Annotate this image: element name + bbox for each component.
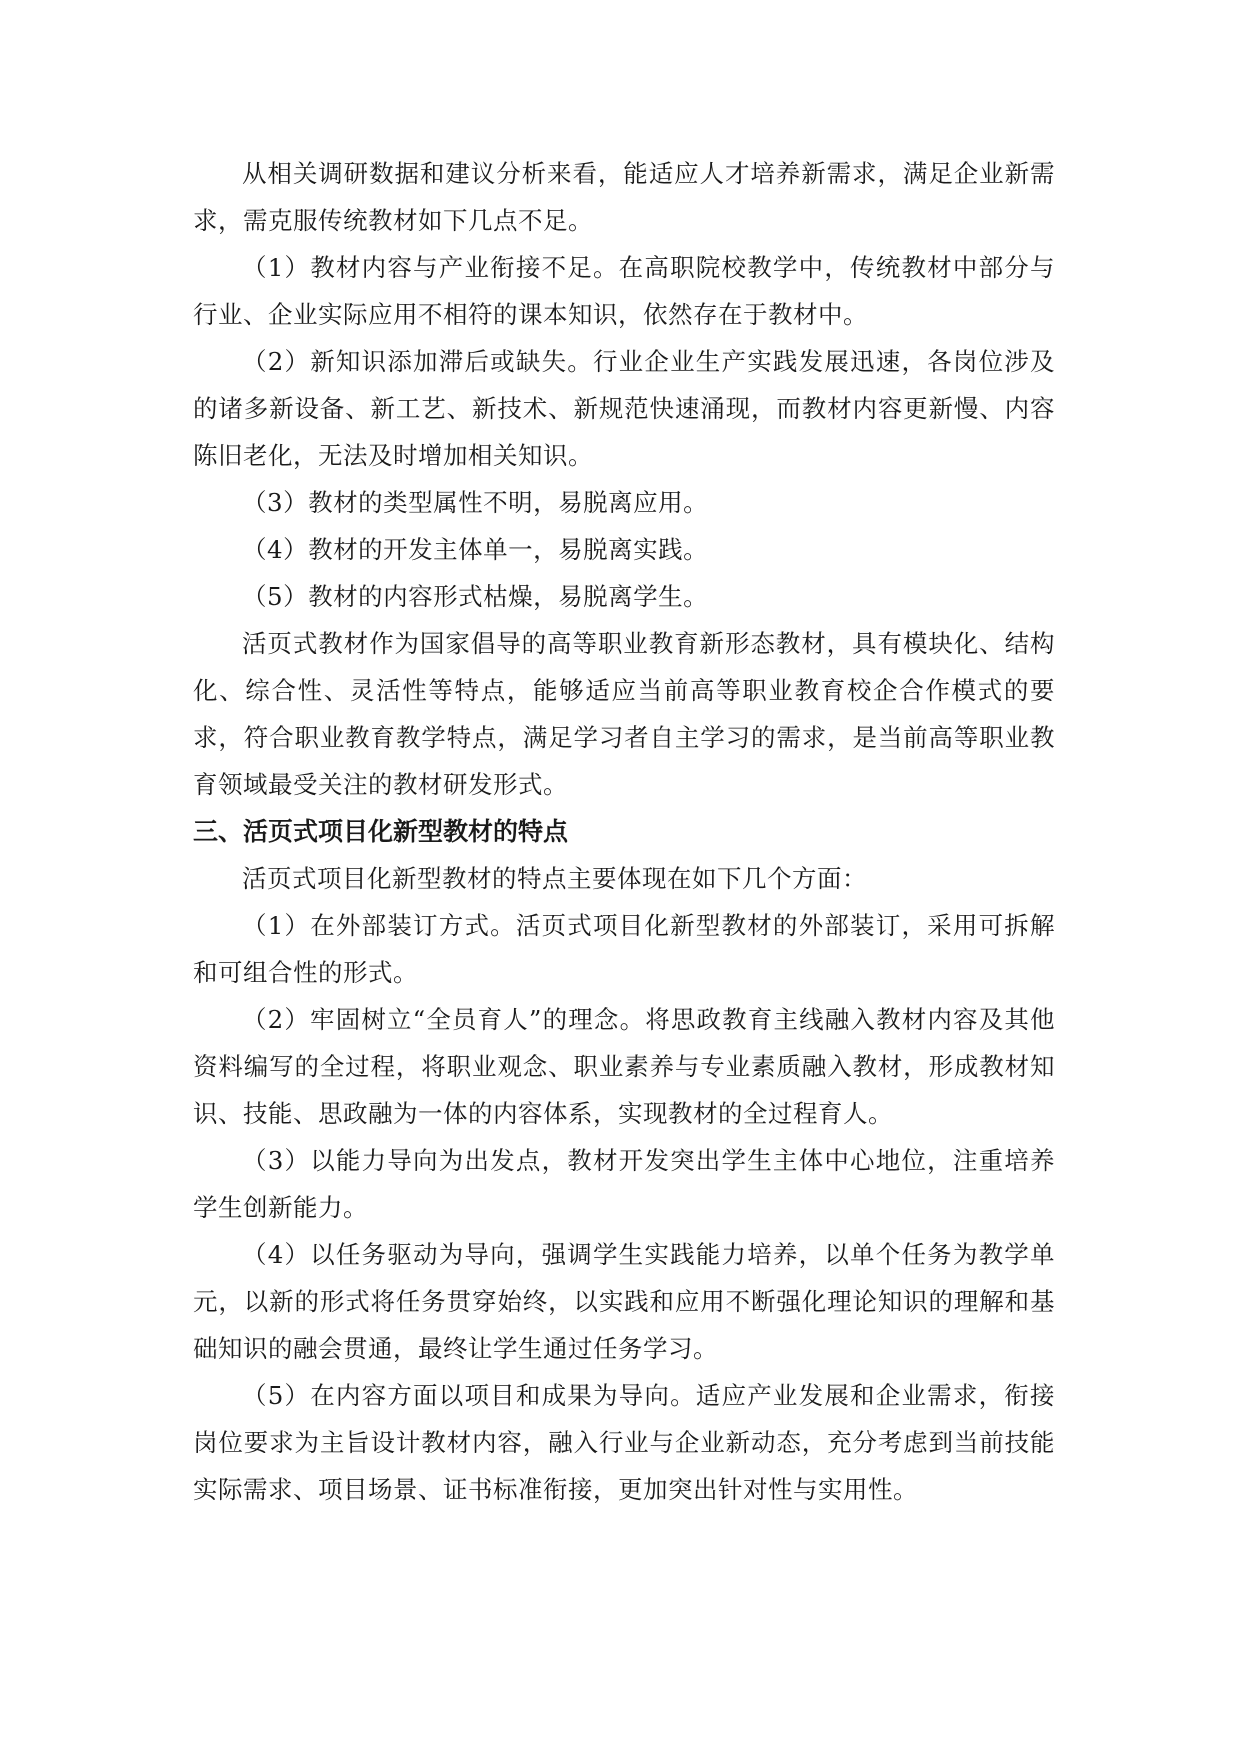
paragraph-point-5: （5）教材的内容形式枯燥，易脱离学生。 [242, 582, 709, 611]
paragraph-feature-1: （1）在外部装订方式。活页式项目化新型教材的外部装订，采用可拆解和可组合性的形式。 [193, 911, 1055, 987]
paragraph-point-4: （4）教材的开发主体单一，易脱离实践。 [242, 535, 709, 564]
section-heading: 三、活页式项目化新型教材的特点 [193, 817, 569, 846]
paragraph-intro: 从相关调研数据和建议分析来看，能适应人才培养新需求，满足企业新需求，需克服传统教材如下几点不足。 [193, 159, 1055, 235]
paragraph-features-intro: 活页式项目化新型教材的特点主要体现在如下几个方面： [242, 864, 867, 893]
paragraph-loose-leaf-summary: 活页式教材作为国家倡导的高等职业教育新形态教材，具有模块化、结构化、综合性、灵活性等特点，能够适应当前高等职业教育校企合作模式的要求，符合职业教育教学特点，满足学习者自主学习的需求，是当前高等职业教育领域最受关注的教材研发形式。 [193, 629, 1055, 799]
paragraph-point-3: （3）教材的类型属性不明，易脱离应用。 [242, 488, 709, 517]
paragraph-point-2: （2）新知识添加滞后或缺失。行业企业生产实践发展迅速，各岗位涉及的诸多新设备、新工艺、新技术、新规范快速涌现，而教材内容更新慢、内容陈旧老化，无法及时增加相关知识。 [193, 347, 1055, 470]
page-content [193, 150, 1055, 1513]
paragraph-feature-2: （2）牢固树立“全员育人”的理念。将思政教育主线融入教材内容及其他资料编写的全过程，将职业观念、职业素养与专业素质融入教材，形成教材知识、技能、思政融为一体的内容体系，实现教材的全过程育人。 [193, 1005, 1055, 1128]
paragraph-point-1: （1）教材内容与产业衔接不足。在高职院校教学中，传统教材中部分与行业、企业实际应用不相符的课本知识，依然存在于教材中。 [193, 253, 1055, 329]
paragraph-feature-5: （5）在内容方面以项目和成果为导向。适应产业发展和企业需求，衔接岗位要求为主旨设计教材内容，融入行业与企业新动态，充分考虑到当前技能实际需求、项目场景、证书标准衔接，更加突出针对性与实用性。 [193, 1381, 1055, 1504]
paragraph-feature-3: （3）以能力导向为出发点，教材开发突出学生主体中心地位，注重培养学生创新能力。 [193, 1146, 1055, 1222]
paragraph-feature-4: （4）以任务驱动为导向，强调学生实践能力培养，以单个任务为教学单元，以新的形式将任务贯穿始终，以实践和应用不断强化理论知识的理解和基础知识的融会贯通，最终让学生通过任务学习。 [193, 1240, 1055, 1363]
